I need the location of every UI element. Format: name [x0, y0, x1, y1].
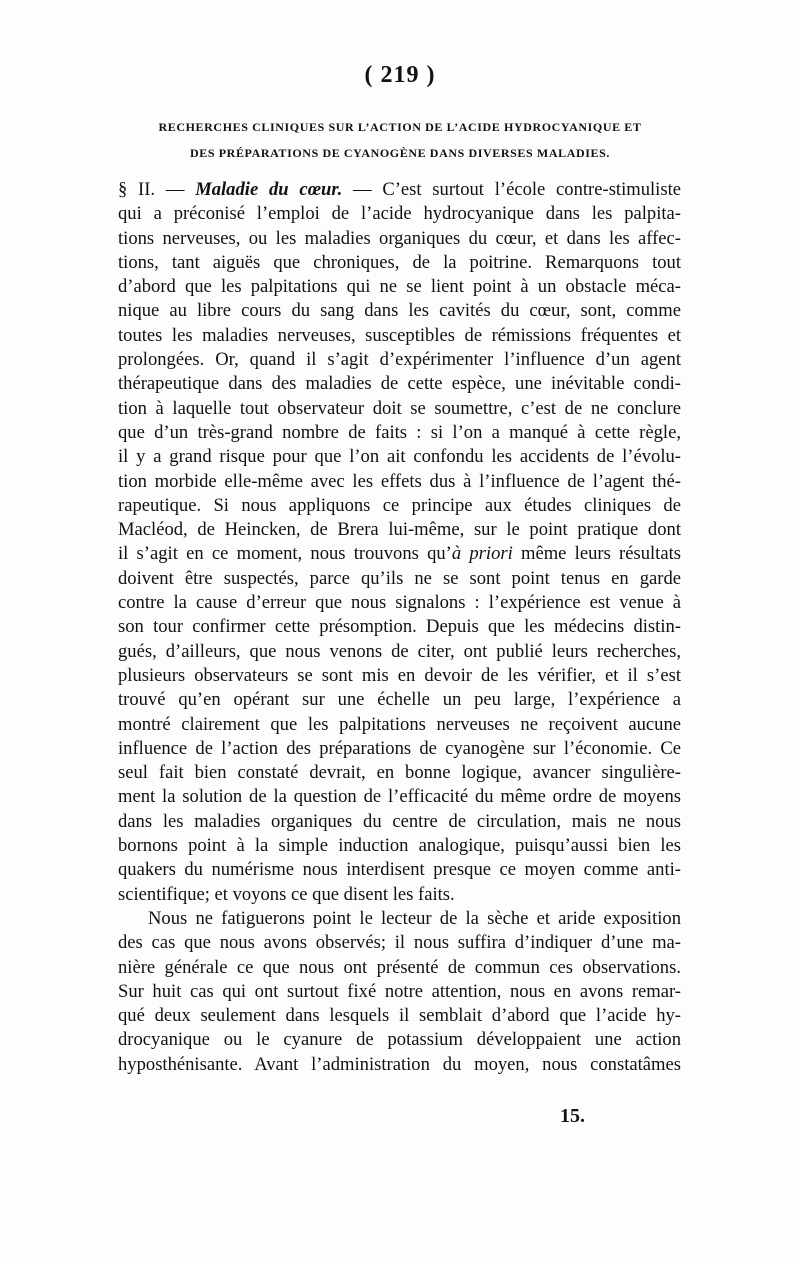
running-head-line-2: DES PRÉPARATIONS DE CYANOGÈNE DANS DIVERSES MALADIES. — [190, 146, 610, 160]
text-line: toutes les maladies nerveuses, susceptibles de rémissions fréquentes et — [118, 324, 681, 346]
text-line: nique au libre cours du sang dans les cavités du cœur, sont, comme — [118, 300, 681, 322]
text-line: prolongées. Or, quand il s’agit d’expérimenter l’influence d’un agent — [118, 349, 681, 371]
text-line: il y a grand risque pour que l’on ait confondu les accidents de l’évolu- — [118, 446, 681, 468]
text-line: tions, tant aiguës que chroniques, de la poitrine. Remarquons tout — [118, 251, 681, 273]
signature-mark: 15. — [560, 1105, 585, 1127]
text-line: qui a préconisé l’emploi de l’acide hydrocyanique dans les palpita- — [118, 203, 681, 225]
text-line: qué deux seulement dans lesquels il semblait d’abord que l’acide hy- — [118, 1005, 681, 1027]
text-line: bornons point à la simple induction analogique, puisqu’aussi bien les — [118, 835, 681, 857]
text-line-paragraph-end: scientifique; et voyons ce que disent les faits. — [118, 883, 455, 905]
text-line: que d’un très-grand nombre de faits : si l’on a manqué à cette règle, — [118, 421, 681, 443]
text-line-apriori — [118, 542, 681, 566]
text-line: dans les maladies organiques du centre de circulation, mais ne nous — [118, 810, 681, 832]
text-fragment: il s’agit en ce moment, nous trouvons qu’ — [118, 543, 452, 565]
section-heading-line — [118, 178, 681, 202]
italic-term: à priori — [451, 543, 513, 565]
text-line: doivent être suspectés, parce qu’ils ne se sont point tenus en garde — [118, 567, 681, 589]
page-number: ( 219 ) — [364, 62, 436, 88]
text-line: drocyanique ou le cyanure de potassium développaient une action — [118, 1029, 681, 1051]
text-line: influence de l’action des préparations de cyanogène sur l’économie. Ce — [118, 737, 681, 759]
body-text — [118, 178, 681, 1077]
text-line: tion à laquelle tout observateur doit se soumettre, c’est de ne conclure — [118, 397, 681, 419]
text-line: plusieurs observateurs se sont mis en devoir de les vérifier, et il s’est — [118, 664, 681, 686]
text-line: montré clairement que les palpitations nerveuses ne reçoivent aucune — [118, 713, 681, 735]
text-line-paragraph-start: Nous ne fatiguerons point le lecteur de la sèche et aride exposition — [148, 907, 681, 929]
text-line: nière générale ce que nous ont présenté de commun ces observations. — [118, 956, 681, 978]
text-line: d’abord que les palpitations qui ne se lient point à un obstacle méca- — [118, 276, 681, 298]
text-line: son tour confirmer cette présomption. Depuis que les médecins distin- — [118, 616, 681, 638]
section-marker: § II. — — [118, 179, 196, 200]
section-heading-continuation: — C’est surtout l’école contre-stimuliste — [342, 179, 682, 200]
text-line: des cas que nous avons observés; il nous suffira d’indiquer d’une ma- — [118, 932, 681, 954]
text-line: rapeutique. Si nous appliquons ce principe aux études cliniques de — [118, 494, 681, 516]
text-line: thérapeutique dans des maladies de cette espèce, une inévitable condi- — [118, 373, 681, 395]
text-line: ment la solution de la question de l’efficacité du même ordre de moyens — [118, 786, 681, 808]
text-line: hyposthénisante. Avant l’administration du moyen, nous constatâmes — [118, 1053, 681, 1075]
text-line: tion morbide elle-même avec les effets dus à l’influence de l’agent thé- — [118, 470, 681, 492]
text-line: Sur huit cas qui ont surtout fixé notre attention, nous en avons remar- — [118, 980, 681, 1002]
text-line: contre la cause d’erreur que nous signalons : l’expérience est venue à — [118, 592, 681, 614]
text-line: tions nerveuses, ou les maladies organiques du cœur, et dans les affec- — [118, 227, 681, 249]
running-head-line-1: RECHERCHES CLINIQUES SUR L’ACTION DE L’ACIDE HYDROCYANIQUE ET — [158, 120, 642, 134]
text-line: seul fait bien constaté devrait, en bonne logique, avancer singulière- — [118, 762, 681, 784]
section-title: Maladie du cœur. — [195, 179, 343, 200]
text-fragment: même leurs résultats — [512, 543, 681, 565]
text-line: Macléod, de Heincken, de Brera lui-même, sur le point pratique dont — [118, 519, 681, 541]
text-line: quakers du numérisme nous interdisent presque ce moyen comme anti- — [118, 859, 681, 881]
text-line: trouvé qu’en opérant sur une échelle un peu large, l’expérience a — [118, 689, 681, 711]
text-line: gués, d’ailleurs, que nous venons de citer, ont publié leurs recherches, — [118, 640, 681, 662]
